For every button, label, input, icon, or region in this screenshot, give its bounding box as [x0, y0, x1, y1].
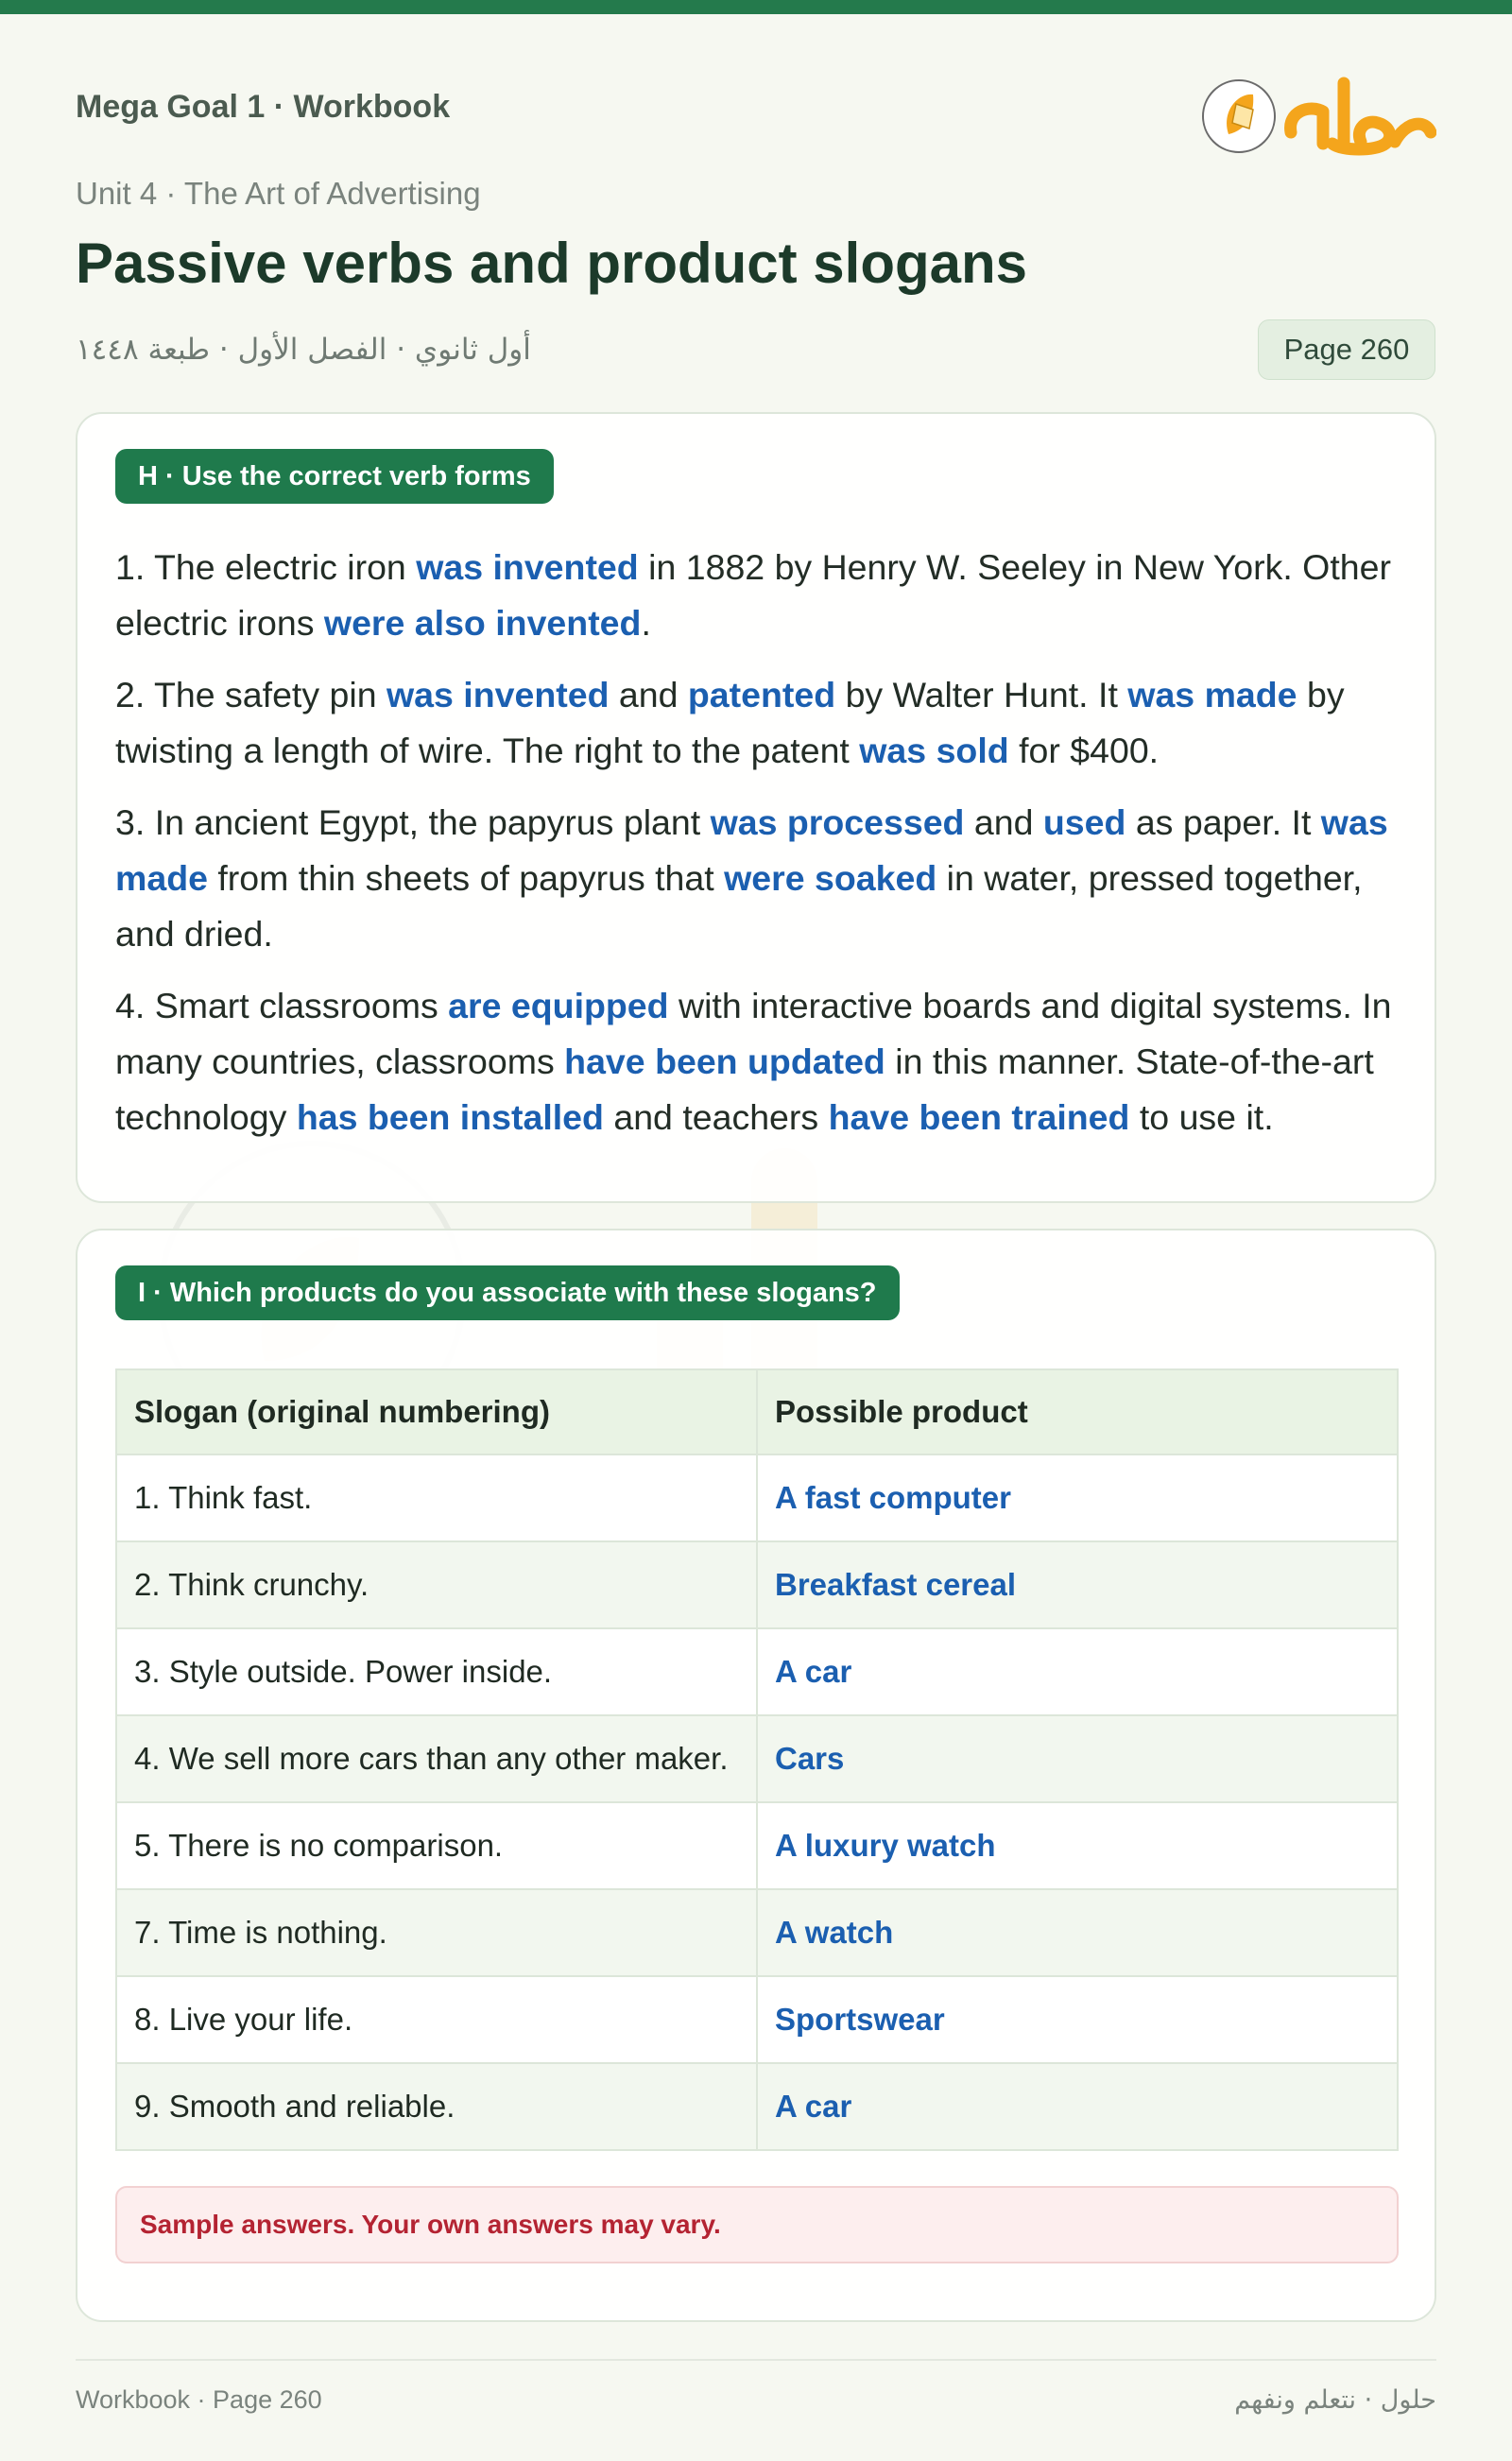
answer-verb: was invented: [416, 547, 639, 587]
hulul-logo: [1200, 66, 1436, 166]
table-row: [116, 1541, 1398, 1628]
answer-verb: has been installed: [296, 1097, 604, 1137]
sentence-text: by Walter Hunt. It: [835, 675, 1128, 714]
exercise-h-items: [115, 540, 1400, 1162]
answer-verb: was sold: [859, 731, 1009, 770]
exercise-h-card: [76, 412, 1436, 1203]
answer-verb: patented: [687, 675, 836, 714]
footer-page-label: Workbook · Page 260: [76, 2385, 322, 2414]
product-cell: A car: [757, 1628, 1398, 1715]
grade-term-label: أول ثانوي · الفصل الأول · طبعة ١٤٤٨: [76, 333, 531, 367]
product-cell: Sportswear: [757, 1976, 1398, 2063]
answer-verb: was made: [1127, 675, 1297, 714]
table-row: [116, 1715, 1398, 1802]
product-cell: Cars: [757, 1715, 1398, 1802]
product-cell: A luxury watch: [757, 1802, 1398, 1889]
sentence-text: 1. The electric iron: [115, 547, 417, 587]
exercise-h-item: [115, 667, 1400, 779]
product-cell: A car: [757, 2063, 1398, 2150]
product-cell: Breakfast cereal: [757, 1541, 1398, 1628]
exercise-i-label: I · Which products do you associate with these slogans?: [115, 1265, 900, 1320]
slogan-cell: 4. We sell more cars than any other maker.: [116, 1715, 757, 1802]
exercise-h-item: [115, 795, 1400, 962]
sentence-text: and: [609, 675, 688, 714]
exercise-i-card: [76, 1229, 1436, 2322]
sentence-text: 2. The safety pin: [115, 675, 387, 714]
answer-verb: used: [1042, 802, 1126, 842]
table-row: [116, 1802, 1398, 1889]
top-accent-bar: [0, 0, 1512, 14]
answer-verb: were also invented: [323, 603, 642, 643]
product-cell: A fast computer: [757, 1454, 1398, 1541]
column-header-product: Possible product: [757, 1369, 1398, 1454]
answer-verb: were soaked: [724, 858, 937, 898]
slogan-cell: 5. There is no comparison.: [116, 1802, 757, 1889]
answer-verb: have been updated: [564, 1041, 885, 1081]
sentence-text: in this manner. State-of-the-art technology: [115, 1041, 1374, 1137]
table-row: [116, 1628, 1398, 1715]
slogan-cell: 1. Think fast.: [116, 1454, 757, 1541]
sentence-text: as paper. It: [1125, 802, 1321, 842]
sentence-text: in 1882 by Henry W. Seeley in New York. Other electric irons: [115, 547, 1391, 643]
product-cell: A watch: [757, 1889, 1398, 1976]
logo-letters: [1291, 83, 1431, 149]
sentence-text: 4. Smart classrooms: [115, 986, 449, 1025]
table-row: [116, 1454, 1398, 1541]
slogan-cell: 9. Smooth and reliable.: [116, 2063, 757, 2150]
unit-breadcrumb: Unit 4 · The Art of Advertising: [76, 176, 481, 211]
page-number-badge: Page 260: [1258, 319, 1435, 380]
sentence-text: in water, pressed together, and dried.: [115, 858, 1363, 954]
sentence-text: and teachers: [603, 1097, 829, 1137]
table-row: [116, 1889, 1398, 1976]
sentence-text: from thin sheets of papyrus that: [207, 858, 725, 898]
sentence-text: by twisting a length of wire. The right to the patent: [115, 675, 1345, 770]
exercise-h-item: [115, 540, 1400, 651]
slogan-cell: 3. Style outside. Power inside.: [116, 1628, 757, 1715]
book-title: Mega Goal 1 · Workbook: [76, 89, 451, 125]
page-header: [76, 66, 1436, 126]
slogans-table: [115, 1368, 1399, 2151]
answer-verb: was made: [115, 802, 1388, 898]
column-header-slogan: Slogan (original numbering): [116, 1369, 757, 1454]
table-row: [116, 1976, 1398, 2063]
slogan-cell: 2. Think crunchy.: [116, 1541, 757, 1628]
footer-brand-label: حلول · نتعلم ونفهم: [1234, 2385, 1436, 2415]
slogan-cell: 7. Time is nothing.: [116, 1889, 757, 1976]
footer-divider: [76, 2359, 1436, 2361]
answer-verb: are equipped: [448, 986, 669, 1025]
answer-verb: have been trained: [828, 1097, 1130, 1137]
answer-verb: was processed: [710, 802, 965, 842]
exercise-h-label: H · Use the correct verb forms: [115, 449, 554, 504]
sample-answers-note: Sample answers. Your own answers may vary.: [115, 2186, 1399, 2263]
sentence-text: and: [964, 802, 1043, 842]
sentence-text: 3. In ancient Egypt, the papyrus plant: [115, 802, 711, 842]
table-header-row: [116, 1369, 1398, 1454]
sentence-text: .: [641, 603, 651, 643]
page-title: Passive verbs and product slogans: [76, 232, 1028, 295]
exercise-h-item: [115, 978, 1400, 1145]
table-row: [116, 2063, 1398, 2150]
sentence-text: with interactive boards and digital systems. In many countries, classrooms: [115, 986, 1392, 1081]
sentence-text: to use it.: [1129, 1097, 1274, 1137]
sentence-text: for $400.: [1008, 731, 1160, 770]
slogan-cell: 8. Live your life.: [116, 1976, 757, 2063]
answer-verb: was invented: [386, 675, 610, 714]
